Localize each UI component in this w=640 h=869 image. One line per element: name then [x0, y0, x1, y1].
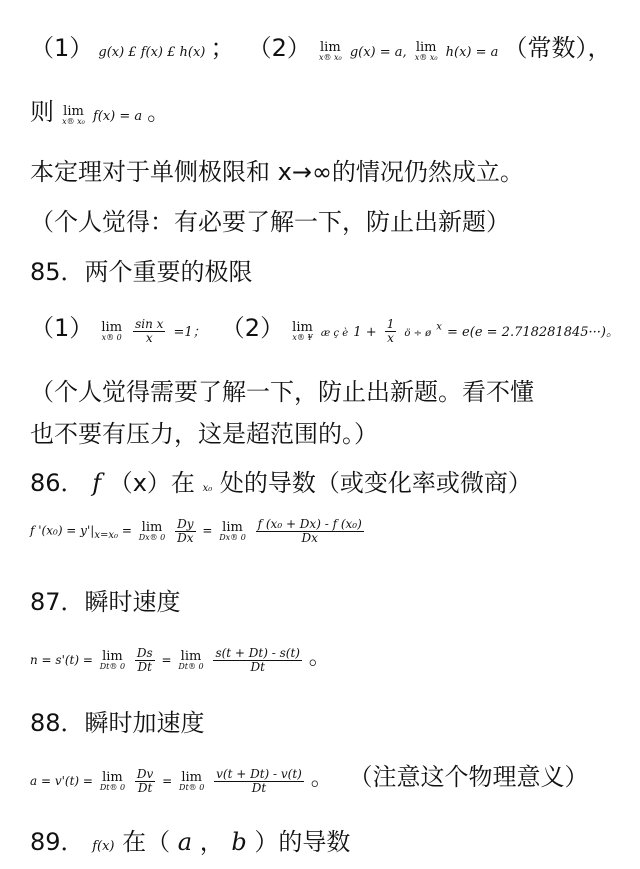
limit-expression-f: f(x) = a	[92, 109, 143, 124]
section-number: 86．	[30, 469, 85, 497]
derivative-lhs: f '(x₀) = y'|	[30, 523, 95, 538]
velocity-difference-fraction: $\frac{v(t + Dt) - v(t)}{Dt}$	[216, 767, 302, 795]
x0-symbol: x₀	[202, 483, 213, 494]
position-difference-fraction: $\frac{s(t + Dt) - s(t)}{Dt}$	[215, 646, 300, 674]
note-85-line-2: 也不要有压力，这是超范围的。）	[30, 420, 378, 448]
equals: =	[202, 523, 213, 538]
section-87-title: 87．瞬时速度	[30, 588, 181, 616]
section-86-title	[30, 463, 532, 498]
limit-operator: lim x® 0	[101, 320, 123, 342]
section-85-title: 85．两个重要的极限	[30, 258, 253, 286]
limit-operator: lim x® x₀	[318, 40, 342, 62]
title-part: 处的导数（或变化率或微商）	[219, 469, 532, 497]
theorem-remark: 本定理对于单侧极限和 x→∞的情况仍然成立。	[30, 158, 524, 186]
title-part: ）的导数	[254, 828, 351, 856]
section-89-title	[30, 822, 350, 857]
velocity-definition: n = s'(t) = lim Dt® 0 $\frac{Ds}{Dt}$ = lim Dt® 0 $\frac{s(t + Dt) - s(t)}{Dt}$ 。	[30, 645, 331, 674]
function-f: f	[92, 469, 102, 497]
function-fx: f(x)	[92, 839, 115, 854]
separator: ；	[210, 34, 235, 62]
limit-operator: lim Dt® 0	[178, 649, 204, 671]
limit-operator: lim Dx® 0	[219, 519, 246, 542]
limit-operator: lim Dx® 0	[138, 519, 166, 542]
exponent: x	[436, 321, 442, 333]
sinx-over-x-fraction: $\frac{\text{sin x}}{x}$	[135, 317, 164, 345]
inequality-expression: g(x) £ f(x) £ h(x)	[98, 45, 206, 60]
difference-quotient-fraction: $\frac{\text{f (x₀ + Dx) - f (x₀)}}{Dx}$	[257, 517, 362, 545]
limit-expression-g: g(x) = a,	[349, 45, 407, 60]
comma: ，	[199, 828, 224, 856]
dy-over-dx-fraction: $\frac{Dy}{Dx}$	[177, 517, 194, 545]
title-part: 在（	[122, 828, 171, 856]
period: 。	[308, 645, 331, 670]
section-88-title: 88．瞬时加速度	[30, 709, 205, 737]
personal-note: （个人觉得：有必要了解一下，防止出新题）	[30, 208, 510, 236]
velocity-lhs: n = s'(t) =	[30, 653, 93, 667]
item-number-1: （1）	[30, 314, 94, 342]
limit-operator: lim x® x₀	[62, 104, 85, 126]
limit-operator: lim x® ¥	[292, 320, 313, 342]
endpoint-b: b	[231, 828, 247, 856]
then-label: 则	[30, 98, 54, 126]
acceleration-lhs: a = v'(t) =	[30, 774, 93, 788]
conclusion-line	[30, 92, 169, 127]
theorem-conditions-line	[30, 28, 612, 63]
limit-operator: lim Dt® 0	[99, 649, 126, 671]
note-85-line-1: （个人觉得需要了解一下，防止出新题。看不懂	[30, 378, 534, 406]
equals-one: =1；	[173, 325, 206, 340]
one-over-x-fraction: $\frac{1}{x}$	[386, 317, 395, 345]
limit-operator: lim Dt® 0	[179, 770, 205, 792]
section-number: 89．	[30, 828, 85, 856]
endpoint-a: a	[177, 828, 193, 856]
physics-note: （注意这个物理意义）	[348, 763, 589, 791]
e-value: = e(e = 2.718281845···)。	[447, 325, 619, 340]
acceleration-definition: a = v'(t) = lim Dt® 0 $\frac{Dv}{Dt}$ = lim Dt® 0 $\frac{v(t + Dt) - v(t)}{Dt}$ 。 （注意这个物理意义）	[30, 763, 589, 795]
limit-expression-h: h(x) = a	[445, 45, 499, 60]
close-paren-glyphs: ö ÷ ø	[404, 328, 432, 339]
item-number-2: （2）	[247, 34, 311, 62]
open-paren-glyphs: æ ç è	[320, 328, 349, 339]
period: 。	[147, 101, 170, 126]
item-number-1: （1）	[30, 34, 94, 62]
derivative-definition	[30, 518, 367, 544]
dv-over-dt-fraction: $\frac{Dv}{Dt}$	[136, 767, 154, 795]
constant-note: （常数），	[503, 34, 612, 62]
one-plus: 1 +	[353, 325, 377, 340]
period: 。	[310, 766, 333, 791]
important-limits-line	[30, 308, 619, 345]
limit-operator: lim Dt® 0	[99, 770, 126, 792]
evaluation-subscript: x=x₀	[94, 529, 118, 541]
item-number-2: （2）	[220, 314, 285, 342]
limit-operator: lim x® x₀	[414, 40, 438, 62]
equals: =	[121, 523, 132, 538]
title-part: （x）在	[108, 469, 195, 497]
ds-over-dt-fraction: $\frac{Ds}{Dt}$	[136, 646, 153, 674]
